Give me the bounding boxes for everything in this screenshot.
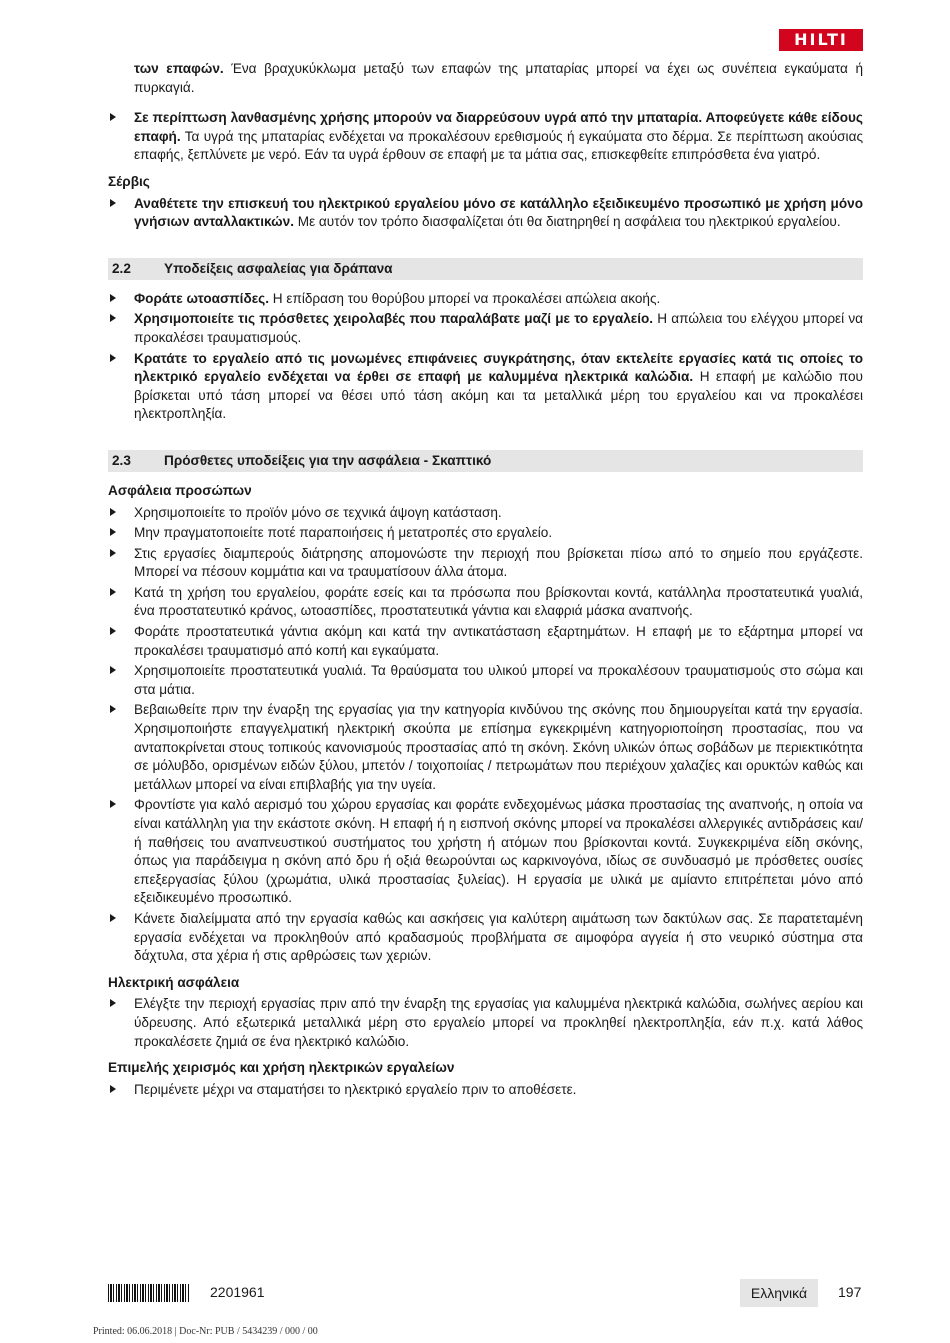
auxiliary-handle-bullet: Χρησιμοποιείτε τις πρόσθετες χειρολαβές που παραλάβατε μαζί με το εργαλείο. Η απώλεια του ελέγχου μπορεί να προκαλέσει τραυματισμούς.	[108, 310, 863, 347]
page-number: 197	[838, 1284, 862, 1300]
language-label: Ελληνικά	[740, 1279, 818, 1307]
section-2-2-heading	[108, 258, 863, 280]
bullet-arrow-icon	[110, 314, 116, 322]
personal-safety-list	[108, 504, 863, 966]
list-item: Ελέγξτε την περιοχή εργασίας πριν από την έναρξη της εργασίας για καλυμμένα ηλεκτρικά καλώδια, σωλήνες αερίου και ύδρευσης. Από εξωτερικά μεταλλικά μέρη στο εργαλείο μπορεί να προκληθεί ηλεκτροπληξία, εάν π.χ. κατά λάθος προκαλέσετε ζημιά σε ένα ηλεκτρικό καλώδιο.	[108, 995, 863, 1051]
tool-handling-list	[108, 1081, 863, 1100]
list-item: Φροντίστε για καλό αερισμό του χώρου εργασίας και φοράτε ενδεχομένως μάσκα προστασίας της αναπνοής, η οποία να είναι κατάλληλη για την εκάστοτε σκόνη. Η επαφή ή η εισπνοή σκόνης μπορεί να προκαλέσει αλλεργικές αντιδράσεις και/ή παθήσεις του αναπνευστικού συστήματος του χρήστη ή ατόμων που βρίσκονται κοντά. Συγκεκριμένα είδη σκόνης, όπως για παράδειγμα η σκόνη από δρυ ή οξιά θεωρούνται ως καρκινογόνα, ιδίως σε συνδυασμό με πρόσθετες ουσίες επεξεργασίας ξύλου (χρωμάτια, υλικά προστασίας ξυλείας). Η εργασία με υλικά με αμίαντο επιτρέπεται μόνο από εξειδικευμένο προσωπικό.	[108, 796, 863, 908]
bullet-arrow-icon	[110, 354, 116, 362]
bullet-arrow-icon	[110, 294, 116, 302]
tool-handling-heading: Επιμελής χειρισμός και χρήση ηλεκτρικών εργαλείων	[108, 1060, 455, 1076]
section-2-3-heading	[108, 450, 863, 472]
document-number: 2201961	[210, 1284, 265, 1300]
section-number: 2.3	[112, 452, 131, 468]
bullet-arrow-icon	[110, 800, 116, 808]
ear-protection-bullet: Φοράτε ωτοασπίδες. Η επίδραση του θορύβου μπορεί να προκαλέσει απώλεια ακοής.	[108, 290, 863, 309]
bullet-arrow-icon	[110, 588, 116, 596]
section-title: Πρόσθετες υποδείξεις για την ασφάλεια - Σκαπτικό	[164, 452, 492, 468]
bullet-arrow-icon	[110, 666, 116, 674]
electrical-safety-heading: Ηλεκτρική ασφάλεια	[108, 974, 240, 990]
list-item: Χρησιμοποιείτε το προϊόν μόνο σε τεχνικά άψογη κατάσταση.	[108, 504, 863, 523]
bullet-arrow-icon	[110, 508, 116, 516]
bullet-arrow-icon	[110, 1085, 116, 1093]
insulated-grip-bullet: Κρατάτε το εργαλείο από τις μονωμένες επιφάνειες συγκράτησης, όταν εκτελείτε εργασίες κατά τις οποίες το ηλεκτρικό εργαλείο ενδέχεται να έρθει σε επαφή με καλυμμένα ηλεκτρικά καλώδια. Η επαφή με καλώδιο που βρίσκεται υπό τάση μπορεί να θέσει υπό τάση ακόμη και τα μεταλλικά μέρη του εργαλείου και να προκαλέσει ηλεκτροπληξία.	[108, 350, 863, 424]
bullet-arrow-icon	[110, 549, 116, 557]
page-content	[108, 60, 863, 1101]
print-line: Printed: 06.06.2018 | Doc-Nr: PUB / 5434239 / 000 / 00	[93, 1326, 318, 1337]
list-item: Κατά τη χρήση του εργαλείου, φοράτε εσείς και τα πρόσωπα που βρίσκονται κοντά, κατάλληλα προστατευτικά γυαλιά, ένα προστατευτικό κράνος, ωτοασπίδες, προστατευτικά γάντια και ελαφριά μάσκα αναπνοής.	[108, 584, 863, 621]
bullet-arrow-icon	[110, 705, 116, 713]
battery-leak-bullet: Σε περίπτωση λανθασμένης χρήσης μπορούν να διαρρεύσουν υγρά από την μπαταρία. Αποφεύγετε κάθε είδους επαφή. Τα υγρά της μπαταρίας ενδέχεται να προκαλέσουν ερεθισμούς ή εγκαύματα στο δέρμα. Σε περίπτωση ακούσιας επαφής, ξεπλύνετε με νερό. Εάν τα υγρά έρθουν σε επαφή με τα μάτια σας, επισκεφθείτε επιπρόσθετα ένα γιατρό.	[108, 109, 863, 165]
bullet-arrow-icon	[110, 627, 116, 635]
service-bullet: Αναθέτετε την επισκευή του ηλεκτρικού εργαλείου μόνο σε κατάλληλο εξειδικευμένο προσωπικό με χρήση μόνο γνήσιων ανταλλακτικών. Με αυτόν τον τρόπο διασφαλίζεται ότι θα διατηρηθεί η ασφάλεια του ηλεκτρικού εργαλείου.	[108, 195, 863, 232]
bullet-arrow-icon	[110, 199, 116, 207]
bullet-arrow-icon	[110, 528, 116, 536]
intro-paragraph: των επαφών. Ένα βραχυκύκλωμα μεταξύ των επαφών της μπαταρίας μπορεί να έχει ως συνέπεια εγκαύματα ή πυρκαγιά.	[134, 61, 864, 95]
list-item: Βεβαιωθείτε πριν την έναρξη της εργασίας για την κατηγορία κινδύνου της σκόνης που δημιουργείται κατά την εργασία. Χρησιμοποιήστε επαγγελματική ηλεκτρική σκούπα με επίσημα εγκεκριμένη κατηγοριοποίηση προστασίας, που να ανταποκρίνεται στους τοπικούς κανονισμούς προστασίας από τη σκόνη. Σκόνη υλικών όπως σοβάδων με περιεκτικότητα σε μόλυβδο, ορισμένων ειδών ξύλου, μπετόν / τοιχοποιίας / πετρωμάτων που περιέχουν χαλαζίες και ορυκτών καθώς και μετάλλων μπορεί να είναι επιβλαβής για την υγεία.	[108, 701, 863, 794]
list-item: Περιμένετε μέχρι να σταματήσει το ηλεκτρικό εργαλείο πριν το αποθέσετε.	[108, 1081, 863, 1100]
list-item: Κάνετε διαλείμματα από την εργασία καθώς και ασκήσεις για καλύτερη αιμάτωση των δακτύλων σας. Σε παρατεταμένη εργασία ενδέχεται να προκληθούν από κραδασμούς προβλήματα σε αιμοφόρα αγγεία ή στο νευρικό σύστημα στα δάχτυλα, στα χέρια ή στις αρθρώσεις των χεριών.	[108, 910, 863, 966]
list-item: Χρησιμοποιείτε προστατευτικά γυαλιά. Τα θραύσματα του υλικού μπορεί να προκαλέσουν τραυματισμούς στο σώμα και στα μάτια.	[108, 662, 863, 699]
list-item: Φοράτε προστατευτικά γάντια ακόμη και κατά την αντικατάσταση εξαρτημάτων. Η επαφή με το εξάρτημα μπορεί να προκαλέσει τραυματισμό από κοπή και εγκαύματα.	[108, 623, 863, 660]
electrical-safety-list	[108, 995, 863, 1051]
section-number: 2.2	[112, 260, 131, 276]
hilti-logo: HILTI	[779, 29, 863, 51]
section-title: Υποδείξεις ασφαλείας για δράπανα	[164, 260, 393, 276]
list-item: Στις εργασίες διαμπερούς διάτρησης απομονώστε την περιοχή που βρίσκεται πίσω από το σημείο που εργάζεστε. Μπορεί να πέσουν κομμάτια και να τραυματίσουν άλλα άτομα.	[108, 545, 863, 582]
bullet-arrow-icon	[110, 113, 116, 121]
list-item: Μην πραγματοποιείτε ποτέ παραποιήσεις ή μετατροπές στο εργαλείο.	[108, 524, 863, 543]
personal-safety-heading: Ασφάλεια προσώπων	[108, 482, 252, 498]
bullet-arrow-icon	[110, 914, 116, 922]
barcode	[108, 1284, 190, 1302]
service-heading: Σέρβις	[108, 173, 150, 189]
bullet-arrow-icon	[110, 999, 116, 1007]
